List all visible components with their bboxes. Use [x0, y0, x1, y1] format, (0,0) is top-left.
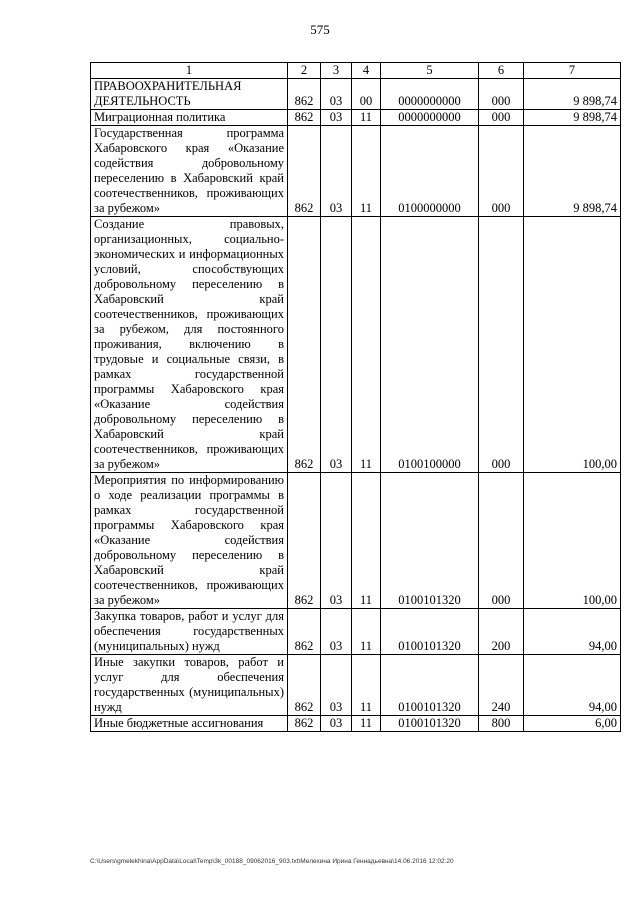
row-expense-type: 800: [479, 716, 524, 732]
row-name: Создание правовых, организационных, социально-экономических и информационных условий, способствующих добровольному переселению в Хабаровский край соотечественников, проживающих за рубежом, для постоянного проживания, включению в трудовые и социальные связи, в рамках государственной программы Хабаровского края «Оказание содействия добровольному переселению в Хабаровский край соотечественников, проживающих за рубежом»: [91, 217, 288, 473]
row-expense-type: 000: [479, 473, 524, 609]
file-path-footer: C:\Users\gmelekhina\AppData\Local\Temp\3k_00188_09062016_903.txt\Мелехина Ирина Геннадьевна\14.06.2016 12:02:20: [90, 858, 454, 865]
table-header-row: [91, 63, 621, 79]
row-name: Миграционная политика: [91, 110, 288, 126]
table-row: [91, 609, 621, 655]
table-row: [91, 473, 621, 609]
column-header: 7: [524, 63, 621, 79]
row-target-code: 0000000000: [381, 110, 479, 126]
column-header: 6: [479, 63, 524, 79]
row-target-code: 0100101320: [381, 609, 479, 655]
row-subsection-code: 11: [352, 126, 381, 217]
row-admin-code: 862: [288, 655, 321, 716]
row-name: Мероприятия по информированию о ходе реализации программы в рамках государственной программы Хабаровского края «Оказание содействия добровольному переселению в Хабаровский край соотечественников, проживающих за рубежом»: [91, 473, 288, 609]
page-number: 575: [310, 22, 330, 37]
row-target-code: 0000000000: [381, 79, 479, 110]
row-subsection-code: 11: [352, 217, 381, 473]
row-target-code: 0100000000: [381, 126, 479, 217]
row-amount: 9 898,74: [524, 110, 621, 126]
row-target-code: 0100101320: [381, 716, 479, 732]
row-admin-code: 862: [288, 79, 321, 110]
column-header: 4: [352, 63, 381, 79]
row-admin-code: 862: [288, 716, 321, 732]
table-row: [91, 126, 621, 217]
row-target-code: 0100100000: [381, 217, 479, 473]
row-admin-code: 862: [288, 473, 321, 609]
row-section-code: 03: [321, 609, 352, 655]
row-section-code: 03: [321, 79, 352, 110]
row-expense-type: 200: [479, 609, 524, 655]
row-section-code: 03: [321, 110, 352, 126]
row-section-code: 03: [321, 716, 352, 732]
row-section-code: 03: [321, 126, 352, 217]
row-subsection-code: 11: [352, 716, 381, 732]
row-name: Иные бюджетные ассигнования: [91, 716, 288, 732]
row-admin-code: 862: [288, 609, 321, 655]
row-name: ПРАВООХРАНИТЕЛЬНАЯ ДЕЯТЕЛЬНОСТЬ: [91, 79, 288, 110]
row-subsection-code: 11: [352, 473, 381, 609]
row-expense-type: 000: [479, 126, 524, 217]
column-header: 2: [288, 63, 321, 79]
row-target-code: 0100101320: [381, 655, 479, 716]
row-target-code: 0100101320: [381, 473, 479, 609]
row-name: Иные закупки товаров, работ и услуг для обеспечения государственных (муниципальных) нужд: [91, 655, 288, 716]
row-admin-code: 862: [288, 126, 321, 217]
row-amount: 6,00: [524, 716, 621, 732]
row-section-code: 03: [321, 217, 352, 473]
table-row: [91, 217, 621, 473]
row-amount: 9 898,74: [524, 126, 621, 217]
row-admin-code: 862: [288, 110, 321, 126]
row-subsection-code: 11: [352, 110, 381, 126]
column-header: 3: [321, 63, 352, 79]
row-name: Закупка товаров, работ и услуг для обеспечения государственных (муниципальных) нужд: [91, 609, 288, 655]
column-header: 1: [91, 63, 288, 79]
row-expense-type: 000: [479, 79, 524, 110]
row-expense-type: 000: [479, 217, 524, 473]
row-name: Государственная программа Хабаровского края «Оказание содействия добровольному переселению в Хабаровский край соотечественников, проживающих за рубежом»: [91, 126, 288, 217]
row-expense-type: 000: [479, 110, 524, 126]
table-row: [91, 716, 621, 732]
budget-table: [90, 62, 621, 732]
row-subsection-code: 11: [352, 655, 381, 716]
table-row: [91, 110, 621, 126]
row-expense-type: 240: [479, 655, 524, 716]
row-amount: 100,00: [524, 217, 621, 473]
row-subsection-code: 11: [352, 609, 381, 655]
table-row: [91, 79, 621, 110]
row-section-code: 03: [321, 655, 352, 716]
row-amount: 94,00: [524, 609, 621, 655]
row-section-code: 03: [321, 473, 352, 609]
row-subsection-code: 00: [352, 79, 381, 110]
row-admin-code: 862: [288, 217, 321, 473]
row-amount: 100,00: [524, 473, 621, 609]
column-header: 5: [381, 63, 479, 79]
table-row: [91, 655, 621, 716]
row-amount: 9 898,74: [524, 79, 621, 110]
row-amount: 94,00: [524, 655, 621, 716]
